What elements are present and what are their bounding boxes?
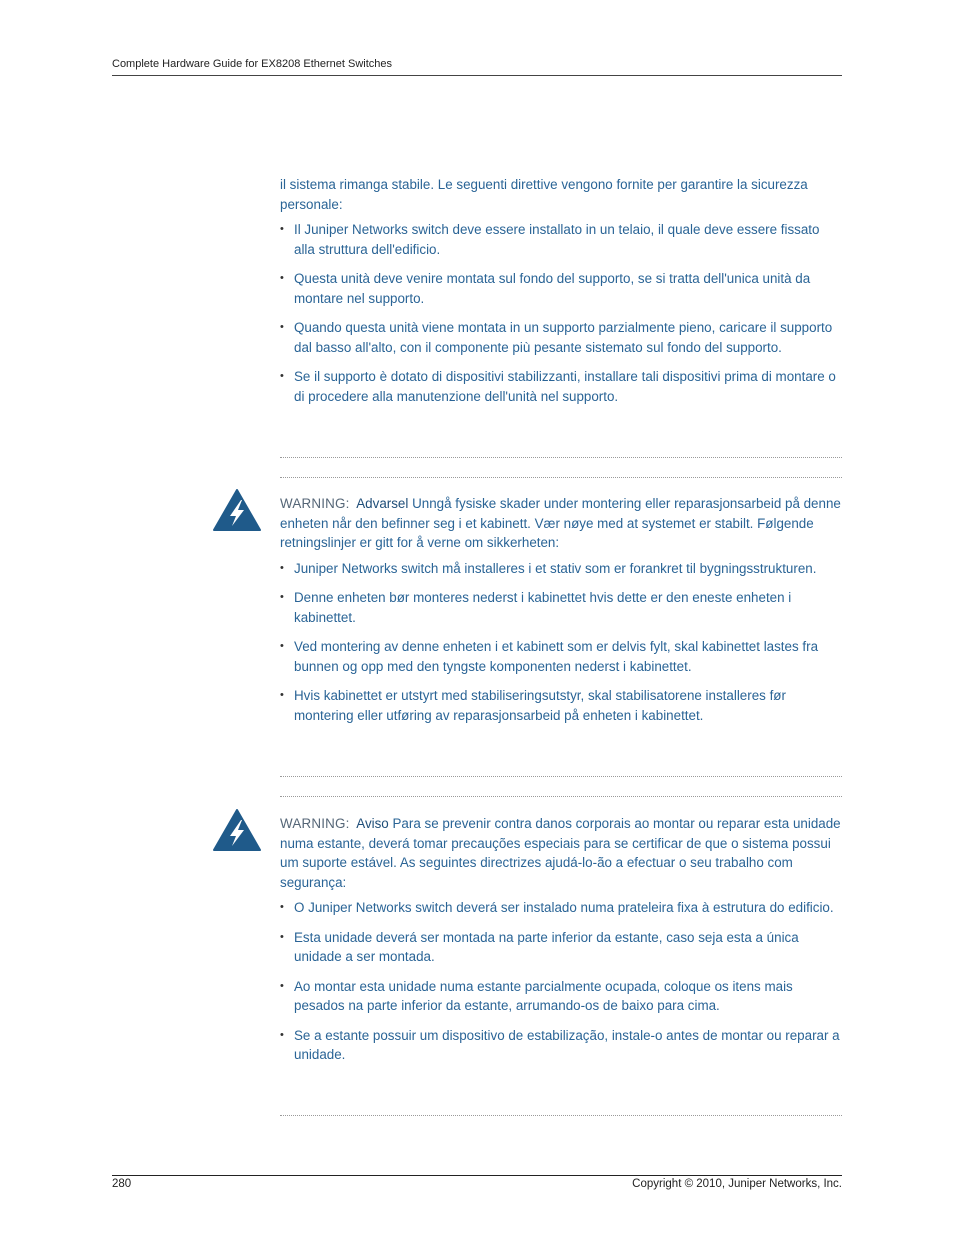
portuguese-bullet-list: [280, 898, 842, 1065]
list-item: • Il Juniper Networks switch deve essere installato in un telaio, il quale deve essere fissato alla struttura dell'edificio.: [280, 220, 842, 259]
list-item: • Ao montar esta unidade numa estante parcialmente ocupada, coloque os itens mais pesados na parte inferior da estante, arrumando-os de baixo para cima.: [280, 977, 842, 1016]
norwegian-bullet-list: [280, 559, 842, 726]
section-divider: [280, 1115, 842, 1116]
norwegian-warning: [280, 494, 842, 735]
warning-keyword: Aviso: [356, 816, 389, 831]
italian-bullet-list: [280, 220, 842, 406]
portuguese-warning: [280, 814, 842, 1075]
page-header-title: Complete Hardware Guide for EX8208 Ethernet Switches: [112, 58, 393, 70]
warning-label: WARNING:: [280, 816, 350, 831]
list-item: • Hvis kabinettet er utstyrt med stabiliseringsutstyr, skal stabilisatorene installeres før montering eller utføring av reparasjonsarbeid på enheten i kabinettet.: [280, 686, 842, 725]
footer-divider: [112, 1175, 842, 1176]
list-item: • Se il supporto è dotato di dispositivi stabilizzanti, installare tali dispositivi prima di montare o di procedere alla manutenzione dell'unità nel supporto.: [280, 367, 842, 406]
warning-intro: Unngå fysiske skader under montering eller reparasjonsarbeid på denne enheten når den befinner seg i et kabinett. Vær nøye med at systemet er stabilt. Følgende retningslinjer er gitt for å verne om sikkerheten:: [280, 496, 841, 550]
list-item: • Ved montering av denne enheten i et kabinett som er delvis fylt, skal kabinettet lastes fra bunnen og opp med den tyngste komponenten nederst i kabinettet.: [280, 637, 842, 676]
section-divider: [280, 457, 842, 458]
list-item: • Denne enheten bør monteres nederst i kabinettet hvis dette er den eneste enheten i kabinettet.: [280, 588, 842, 627]
italian-warning-continuation: [280, 175, 842, 416]
warning-intro: Para se prevenir contra danos corporais ao montar ou reparar esta unidade numa estante, deverá tomar precauções especiais para se certificar de que o sistema possui um suporte estável. As seguintes directrizes ajudá-lo-ão a efectuar o seu trabalho com segurança:: [280, 816, 841, 890]
list-item: • Esta unidade deverá ser montada na parte inferior da estante, caso seja esta a única unidade a ser montada.: [280, 928, 842, 967]
copyright-notice: Copyright © 2010, Juniper Networks, Inc.: [632, 1178, 842, 1190]
warning-keyword: Advarsel: [356, 496, 409, 511]
list-item: • Questa unità deve venire montata sul fondo del supporto, se si tratta dell'unica unità da montare nel supporto.: [280, 269, 842, 308]
warning-triangle-lightning-icon: [212, 488, 262, 532]
section-divider: [280, 776, 842, 777]
section-divider: [280, 796, 842, 797]
portuguese-intro-paragraph: [280, 814, 842, 892]
list-item: • Se a estante possuir um dispositivo de estabilização, instale-o antes de montar ou reparar a unidade.: [280, 1026, 842, 1065]
header-divider: [112, 75, 842, 76]
page-number: 280: [112, 1178, 132, 1190]
section-divider: [280, 477, 842, 478]
list-item: • O Juniper Networks switch deverá ser instalado numa prateleira fixa à estrutura do edificio.: [280, 898, 842, 918]
norwegian-intro-paragraph: [280, 494, 842, 553]
list-item: • Quando questa unità viene montata in un supporto parzialmente pieno, caricare il supporto dal basso all'alto, con il componente più pesante sistemato sul fondo del supporto.: [280, 318, 842, 357]
warning-triangle-lightning-icon: [212, 808, 262, 852]
italian-intro: il sistema rimanga stabile. Le seguenti direttive vengono fornite per garantire la sicurezza personale:: [280, 177, 808, 212]
list-item: • Juniper Networks switch må installeres i et stativ som er forankret til bygningsstrukturen.: [280, 559, 842, 579]
warning-label: WARNING:: [280, 496, 350, 511]
